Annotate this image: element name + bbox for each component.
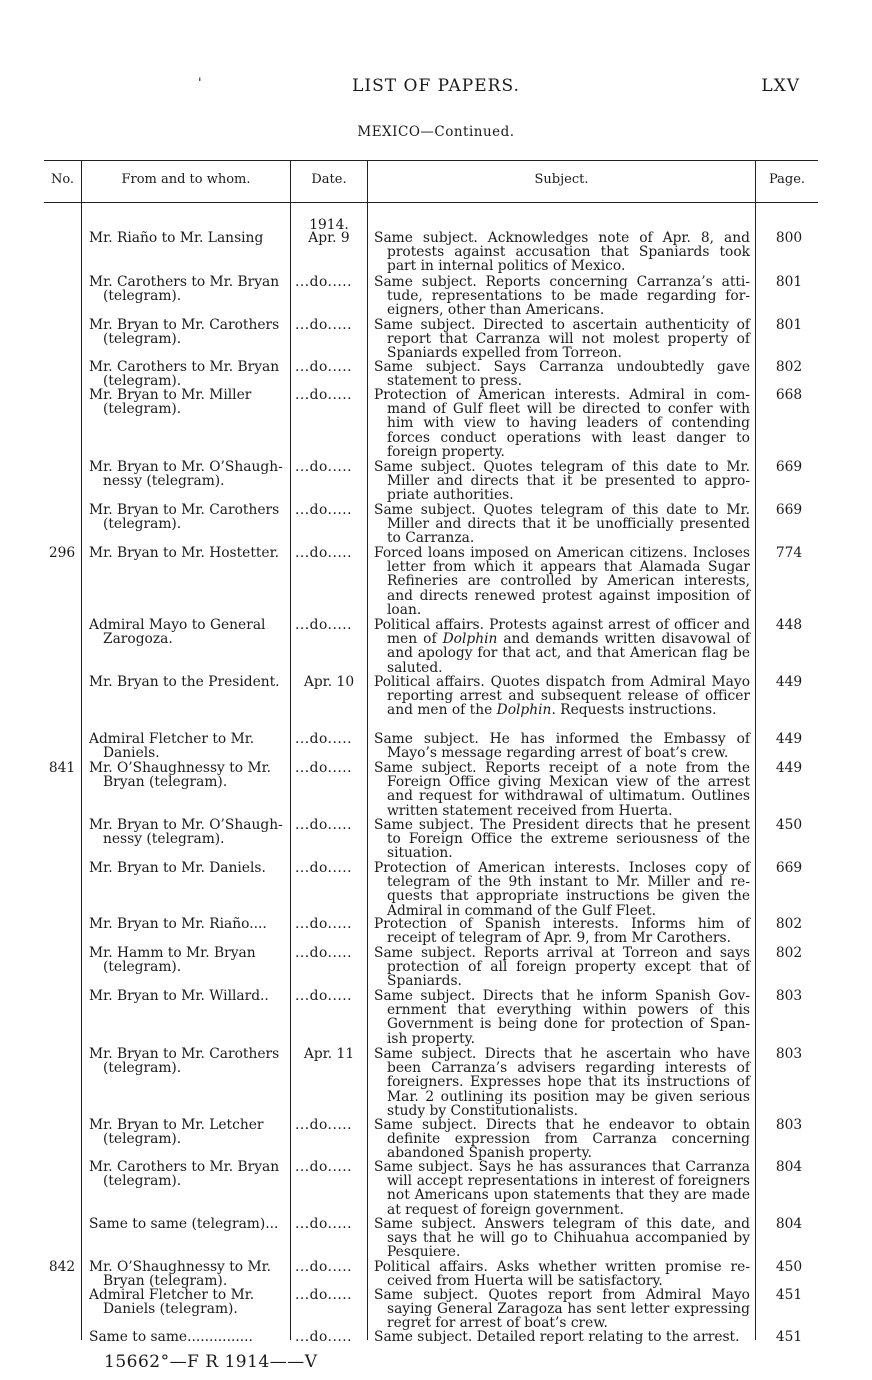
entry-from-line: Mr. Bryan to Mr. O’Shaugh- [89, 460, 283, 475]
entry-date: ...do..... [295, 502, 352, 518]
entry-date: ...do..... [295, 387, 352, 403]
entry-page: 802 [775, 359, 803, 375]
entry-date: ...do..... [295, 1329, 352, 1345]
entry-date: ...do..... [295, 359, 352, 375]
entry-date: ...do..... [295, 817, 352, 833]
entry-from-line: Mr. O’Shaughnessy to Mr. [89, 761, 272, 776]
entry-from-line: (telegram). [103, 1132, 182, 1147]
entry-page: 449 [775, 760, 803, 776]
entry-subject: Same subject. Reports receipt of a note from the Foreign Office giving Mexican view of the arrest and request for withdrawal of ultimatum. Outlines written statement received from Huerta. [374, 760, 750, 819]
column-header-date: Date. [311, 172, 347, 187]
entry-page: 449 [775, 731, 803, 747]
entry-subject: Same subject. Directs that he inform Spanish Government that everything within powers of this Government is being done for protection of Spanish property. [374, 988, 750, 1047]
entry-subject: Same subject. Directs that he endeavor to obtain definite expression from Carranza concerning abandoned Spanish property. [374, 1117, 750, 1162]
entry-from-to [89, 1118, 287, 1146]
entry-date: ...do..... [295, 274, 352, 290]
entry-page: 451 [775, 1287, 803, 1303]
entry-page: 801 [775, 274, 803, 290]
entry-date: ...do..... [295, 731, 352, 747]
entry-date: Apr. 9 [308, 230, 350, 246]
entry-subject: Same subject. Says Carranza undoubtedly gave statement to press. [374, 359, 750, 390]
entry-page: 449 [775, 674, 803, 690]
entry-page: 668 [775, 387, 803, 403]
entry-subject: Same subject. The President directs that he present to Foreign Office the extreme seriousness of the situation. [374, 817, 750, 862]
entry-subject: Same subject. Directs that he ascertain who have been Carranza’s advisers regarding interests of foreigners. Expresses hope that its instructions of Mar. 2 outlining its position may be given serious study by Constitutionalists. [374, 1046, 750, 1119]
entry-from-to [89, 989, 287, 1003]
header-bottom-rule [44, 202, 818, 203]
entry-from-to [89, 1160, 287, 1188]
entry-from-line: Mr. Carothers to Mr. Bryan [89, 1160, 280, 1175]
entry-from-to [89, 761, 287, 789]
entry-from-line: Mr. Bryan to Mr. O’Shaugh- [89, 818, 283, 833]
entry-from-to [89, 861, 287, 875]
running-title: LIST OF PAPERS. [352, 76, 520, 96]
printer-signature: 15662°—F R 1914——V [104, 1352, 318, 1372]
entry-page: 451 [775, 1329, 803, 1345]
entry-from-to [89, 546, 287, 560]
entry-number: 841 [48, 760, 76, 776]
entry-subject: Same subject. Directed to ascertain authenticity of report that Carranza will not molest property of Spaniards expelled from Torreon. [374, 317, 750, 362]
entry-number: 296 [48, 545, 76, 561]
entry-subject: Same subject. Reports arrival at Torreon and says protection of all foreign property except that of Spaniards. [374, 945, 750, 990]
entry-page: 803 [775, 988, 803, 1004]
entry-from-line: Mr. Carothers to Mr. Bryan [89, 360, 280, 375]
column-divider [81, 160, 82, 1340]
entry-page: 669 [775, 502, 803, 518]
entry-from-to [89, 1217, 287, 1231]
entry-subject: Same subject. Quotes telegram of this date to Mr. Miller and directs that it be unofficially presented to Carranza. [374, 502, 750, 547]
entry-page: 802 [775, 945, 803, 961]
entry-from-line: Mr. Bryan to Mr. Miller [89, 388, 252, 403]
entry-date: ...do..... [295, 916, 352, 932]
entry-from-line: Mr. Riaño to Mr. Lansing [89, 231, 264, 246]
entry-from-line: Daniels (telegram). [103, 1302, 238, 1317]
entry-from-to [89, 318, 287, 346]
entry-subject: Forced loans imposed on American citizens. Incloses letter from which it appears that Alamada Sugar Refineries are controlled by American interests, and directs renewed protest against imposition of loan. [374, 545, 750, 618]
entry-from-line: (telegram). [103, 289, 182, 304]
column-header-subject: Subject. [534, 172, 589, 187]
section-title: MEXICO—Continued. [357, 124, 515, 140]
entry-from-line: Mr. Bryan to Mr. Riaño.... [89, 917, 267, 932]
stray-mark: ' [198, 76, 202, 91]
table-top-rule [44, 160, 818, 161]
entry-from-line: Admiral Fletcher to Mr. [89, 1288, 255, 1303]
entry-page: 802 [775, 916, 803, 932]
entry-from-line: Daniels. [103, 746, 160, 761]
entry-date: ...do..... [295, 545, 352, 561]
column-divider [367, 160, 368, 1340]
entry-date: ...do..... [295, 617, 352, 633]
entry-from-to [89, 917, 287, 931]
entry-subject: Same subject. Answers telegram of this date, and says that he will go to Chihuahua accompanied by Pesquiere. [374, 1216, 750, 1261]
entry-from-to [89, 618, 287, 646]
entry-page: 804 [775, 1159, 803, 1175]
entry-date: ...do..... [295, 1159, 352, 1175]
entry-from-line: Mr. Hamm to Mr. Bryan [89, 946, 256, 961]
entry-subject: Same subject. Acknowledges note of Apr. 8, and protests against accusation that Spaniards took part in internal politics of Mexico. [374, 230, 750, 275]
entry-date: ...do..... [295, 860, 352, 876]
entry-page: 803 [775, 1046, 803, 1062]
column-divider [290, 160, 291, 1340]
entry-from-line: Mr. Bryan to Mr. Letcher [89, 1118, 264, 1133]
entry-from-line: nessy (telegram). [103, 474, 225, 489]
entry-from-to [89, 732, 287, 760]
entry-date: ...do..... [295, 760, 352, 776]
entry-subject: Same subject. Says he has assurances that Carranza will accept representations in interest of foreigners not Americans upon statements that they are made at request of foreign government. [374, 1159, 750, 1218]
entry-from-line: nessy (telegram). [103, 832, 225, 847]
entry-from-line: Same to same (telegram)... [89, 1217, 279, 1232]
running-head [0, 76, 872, 100]
entry-from-line: Mr. Carothers to Mr. Bryan [89, 275, 280, 290]
entry-subject: Same subject. Detailed report relating to the arrest. [374, 1329, 740, 1345]
entry-date: Apr. 11 [303, 1046, 355, 1062]
entry-from-to [89, 1288, 287, 1316]
entry-from-line: Mr. Bryan to Mr. Carothers [89, 503, 280, 518]
entry-from-to [89, 675, 287, 689]
entry-subject: Same subject. Quotes telegram of this date to Mr. Miller and directs that it be presented to appropriate authorities. [374, 459, 750, 504]
entry-subject: Same subject. Quotes report from Admiral Mayo saying General Zaragoza has sent letter expressing regret for arrest of boat’s crew. [374, 1287, 750, 1332]
entry-from-line: Admiral Mayo to General [89, 618, 266, 633]
entry-from-line: (telegram). [103, 1174, 182, 1189]
entry-from-to [89, 1047, 287, 1075]
column-divider [755, 160, 756, 1340]
entry-subject: Political affairs. Quotes dispatch from Admiral Mayo reporting arrest and subsequent release of officer and men of the Dolphin. Requests instructions. [374, 674, 750, 719]
entry-date: ...do..... [295, 317, 352, 333]
page-number-roman: LXV [761, 76, 800, 96]
entry-from-line: Mr. Bryan to Mr. Hostetter. [89, 546, 280, 561]
column-header-from-to: From and to whom. [121, 172, 251, 187]
year-label: 1914. [309, 217, 349, 233]
entry-page: 450 [775, 817, 803, 833]
entry-page: 450 [775, 1259, 803, 1275]
entry-number: 842 [48, 1259, 76, 1275]
entry-subject: Protection of American interests. Admiral in command of Gulf fleet will be directed to confer with him with view to having leaders of contending forces conduct operations with least danger to foreign property. [374, 387, 750, 460]
entry-subject: Protection of American interests. Incloses copy of telegram of the 9th instant to Mr. Miller and requests that appropriate instructions be given the Admiral in command of the Gulf Fleet. [374, 860, 750, 919]
entry-from-line: (telegram). [103, 517, 182, 532]
entry-page: 803 [775, 1117, 803, 1133]
entry-page: 448 [775, 617, 803, 633]
entry-from-line: Zarogoza. [103, 632, 173, 647]
entry-date: ...do..... [295, 459, 352, 475]
entry-subject: Same subject. Reports concerning Carranza’s attitude, representations to be made regarding foreigners, other than Americans. [374, 274, 750, 319]
entry-from-line: Same to same............... [89, 1330, 253, 1345]
entry-from-line: (telegram). [103, 402, 182, 417]
entry-date: ...do..... [295, 1259, 352, 1275]
entry-from-line: Admiral Fletcher to Mr. [89, 732, 255, 747]
entry-subject: Political affairs. Asks whether written promise received from Huerta will be satisfactory. [374, 1259, 750, 1290]
entry-from-to [89, 231, 287, 245]
entry-from-line: Mr. Bryan to Mr. Daniels. [89, 861, 266, 876]
entry-date: ...do..... [295, 1216, 352, 1232]
entry-from-to [89, 946, 287, 974]
entry-page: 804 [775, 1216, 803, 1232]
entry-date: ...do..... [295, 1287, 352, 1303]
entry-subject: Protection of Spanish interests. Informs him of receipt of telegram of Apr. 9, from Mr Carothers. [374, 916, 750, 947]
entry-from-to [89, 818, 287, 846]
entry-from-line: Mr. Bryan to Mr. Carothers [89, 1047, 280, 1062]
entry-from-line: (telegram). [103, 374, 182, 389]
entry-date: Apr. 10 [303, 674, 355, 690]
entry-page: 774 [775, 545, 803, 561]
entry-from-to [89, 503, 287, 531]
entry-from-line: Bryan (telegram). [103, 775, 228, 790]
entry-from-line: Mr. Bryan to Mr. Willard.. [89, 989, 269, 1004]
entry-from-to [89, 388, 287, 416]
entry-from-line: (telegram). [103, 960, 182, 975]
entry-page: 801 [775, 317, 803, 333]
entry-from-line: Mr. Bryan to Mr. Carothers [89, 318, 280, 333]
entry-from-to [89, 460, 287, 488]
entry-from-line: (telegram). [103, 1061, 182, 1076]
entry-from-to [89, 360, 287, 388]
entry-page: 669 [775, 459, 803, 475]
entry-date: ...do..... [295, 988, 352, 1004]
entry-subject: Same subject. He has informed the Embassy of Mayo’s message regarding arrest of boat’s crew. [374, 731, 750, 762]
column-header-page: Page. [768, 172, 806, 187]
entry-subject: Political affairs. Protests against arrest of officer and men of Dolphin and demands written disavowal of and apology for that act, and that American flag be saluted. [374, 617, 750, 676]
entry-from-line: Mr. O’Shaughnessy to Mr. [89, 1260, 272, 1275]
entry-from-line: Mr. Bryan to the President. [89, 675, 280, 690]
entry-from-to [89, 275, 287, 303]
column-header-no: No. [50, 172, 75, 187]
entry-date: ...do..... [295, 1117, 352, 1133]
entry-from-line: (telegram). [103, 332, 182, 347]
entry-from-to [89, 1260, 287, 1288]
entry-page: 800 [775, 230, 803, 246]
entry-from-line: Bryan (telegram). [103, 1274, 228, 1289]
entry-from-to [89, 1330, 287, 1344]
entry-page: 669 [775, 860, 803, 876]
entry-date: ...do..... [295, 945, 352, 961]
